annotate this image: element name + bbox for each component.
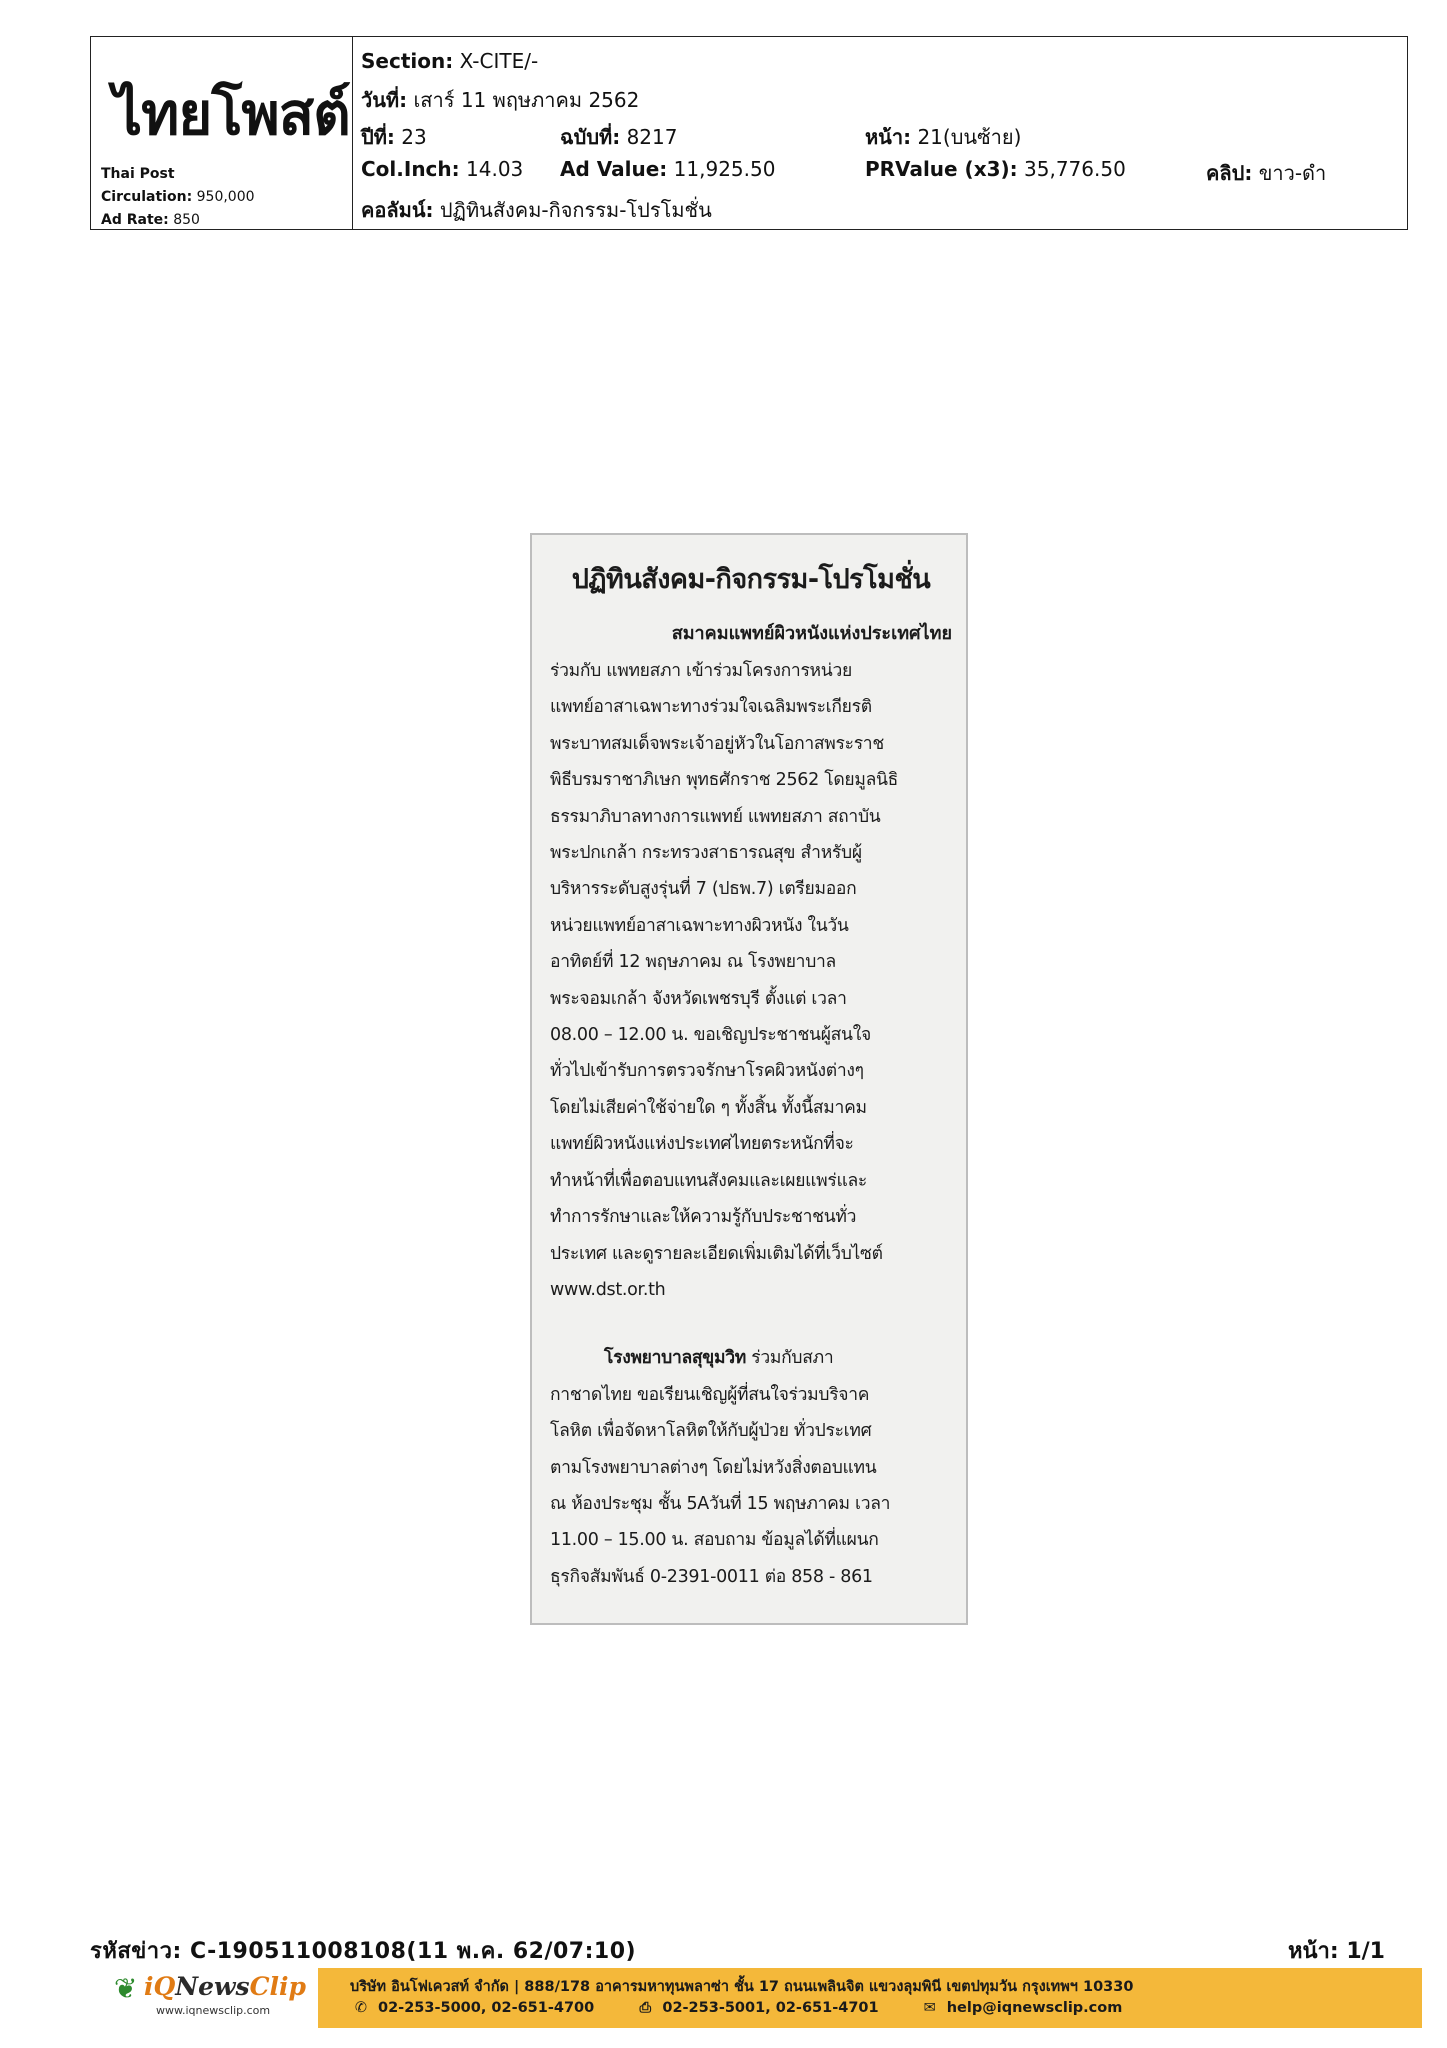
article-subtitle: สมาคมแพทย์ผิวหนังแห่งประเทศไทย <box>671 623 952 644</box>
paragraph-line: ทั่วไปเข้ารับการตรวจรักษาโรคผิวหนังต่างๆ <box>550 1061 864 1082</box>
paragraph-line: ธุรกิจสัมพันธ์ 0-2391-0011 ต่อ 858 - 861 <box>550 1566 873 1587</box>
phone-icon: ✆ <box>354 2000 368 2016</box>
clip-type-label: คลิป: <box>1206 161 1253 185</box>
paragraph-line: หน่วยแพทย์อาสาเฉพาะทางผิวหนัง ในวัน <box>550 915 849 936</box>
publication-name: Thai Post <box>101 166 175 182</box>
paragraph-line: พิธีบรมราชาภิเษก พุทธศักราช 2562 โดยมูลนิธิ <box>550 770 899 791</box>
year-row <box>361 121 427 153</box>
paragraph-line: ธรรมาภิบาลทางการแพทย์ แพทยสภา สถาบัน <box>550 806 881 827</box>
pr-value-value: 35,776.50 <box>1024 157 1126 181</box>
article-paragraph-1 <box>550 653 952 1308</box>
section-row <box>361 49 538 73</box>
publication-info <box>101 163 255 232</box>
paragraph-line: ทำหน้าที่เพื่อตอบแทนสังคมและเผยแพร่และ <box>550 1170 867 1191</box>
paragraph-line: www.dst.or.th <box>550 1279 666 1300</box>
phone-numbers: 02-253-5000, 02-651-4700 <box>378 2000 595 2016</box>
column-value: ปฏิทินสังคม-กิจกรรม-โปรโมชั่น <box>439 198 712 222</box>
paragraph-lead-rest: ร่วมกับสภา <box>745 1348 834 1369</box>
paragraph-line: ณ ห้องประชุม ชั้น 5Aวันที่ 15 พฤษภาคม เวลา <box>550 1493 891 1514</box>
article-paragraph-2 <box>550 1340 952 1595</box>
ad-rate-label: Ad Rate: <box>101 212 169 228</box>
metadata-cell <box>353 37 1407 229</box>
paragraph-line: พระบาทสมเด็จพระเจ้าอยู่หัวในโอกาสพระราช <box>550 733 884 754</box>
paragraph-lead: โรงพยาบาลสุขุมวิท <box>604 1348 746 1369</box>
ad-value-value: 11,925.50 <box>673 157 776 181</box>
column-row <box>361 194 712 226</box>
company-address: บริษัท อินโฟเควสท์ จำกัด | 888/178 อาคารมหาทุนพลาซ่า ชั้น 17 ถนนเพลินจิต แขวงลุมพินี เขตปทุมวัน กรุงเทพฯ 10330 <box>350 1979 1134 1995</box>
news-clipping <box>530 533 968 1625</box>
paragraph-line: โดยไม่เสียค่าใช้จ่ายใด ๆ ทั้งสิ้น ทั้งนี้สมาคม <box>550 1097 867 1118</box>
paragraph-line: ตามโรงพยาบาลต่างๆ โดยไม่หวังสิ่งตอบแทน <box>550 1457 877 1478</box>
pr-value-field <box>865 157 1126 181</box>
iqnewsclip-logo <box>114 1970 307 2020</box>
brand-iq: iQ <box>144 1972 176 2001</box>
issue-label: ฉบับที่: <box>560 125 621 149</box>
date-row <box>361 84 639 116</box>
paragraph-line: โลหิต เพื่อจัดหาโลหิตให้กับผู้ป่วย ทั่วประเทศ <box>550 1421 872 1442</box>
brand-news: News <box>175 1972 250 2001</box>
ad-value-field <box>560 157 775 181</box>
fax-icon: ⎙ <box>639 2000 652 2016</box>
brand-clip: Clip <box>249 1972 307 2001</box>
colinch-row <box>361 157 523 181</box>
column-label: คอลัมน์: <box>361 198 434 222</box>
paragraph-line <box>550 1340 952 1376</box>
paragraph-line: ทำการรักษาและให้ความรู้กับประชาชนทั่ว <box>550 1207 857 1228</box>
contact-bar <box>318 1968 1422 2028</box>
paragraph-line: 08.00 – 12.00 น. ขอเชิญประชาชนผู้สนใจ <box>550 1025 871 1046</box>
issue-value: 8217 <box>626 125 678 149</box>
paragraph-line: พระปกเกล้า กระทรวงสาธารณสุข สำหรับผู้ <box>550 843 862 864</box>
leaf-icon: ❦ <box>114 1972 138 2005</box>
publication-cell <box>91 37 353 229</box>
clip-type-value: ขาว-ดำ <box>1258 161 1327 185</box>
section-label: Section: <box>361 49 454 73</box>
news-code: รหัสข่าว: C-190511008108(11 พ.ค. 62/07:10) <box>90 1939 637 1964</box>
page-label: หน้า: <box>865 125 912 149</box>
ad-rate-value: 850 <box>173 212 200 228</box>
pr-value-label: PRValue (x3): <box>865 157 1018 181</box>
issue-field <box>560 121 677 153</box>
colinch-value: 14.03 <box>466 157 524 181</box>
paragraph-line: บริหารระดับสูงรุ่นที่ 7 (ปธพ.7) เตรียมออก <box>550 879 857 900</box>
circulation-label: Circulation: <box>101 189 193 205</box>
paragraph-line: พระจอมเกล้า จังหวัดเพชรบุรี ตั้งแต่ เวลา <box>550 988 847 1009</box>
email-icon: ✉ <box>923 2000 936 2016</box>
page-value: 21(บนซ้าย) <box>917 125 1022 149</box>
paragraph-line: ประเทศ และดูรายละเอียดเพิ่มเติมได้ที่เว็บไซต์ <box>550 1243 883 1264</box>
year-label: ปีที่: <box>361 125 395 149</box>
paragraph-line: อาทิตย์ที่ 12 พฤษภาคม ณ โรงพยาบาล <box>550 952 836 973</box>
clip-type-field <box>1206 157 1326 189</box>
article-title: ปฏิทินสังคม-กิจกรรม-โปรโมชั่น <box>571 564 931 595</box>
page-count: หน้า: 1/1 <box>1287 1939 1385 1964</box>
brand-url: www.iqnewsclip.com <box>156 2004 271 2017</box>
email-address[interactable]: help@iqnewsclip.com <box>946 2000 1123 2016</box>
year-value: 23 <box>401 125 427 149</box>
publication-logo: ไทยโพสต์ <box>113 80 350 148</box>
paragraph-line: ร่วมกับ แพทยสภา เข้าร่วมโครงการหน่วย <box>550 661 852 681</box>
circulation-value: 950,000 <box>196 189 255 205</box>
paragraph-line: แพทย์อาสาเฉพาะทางร่วมใจเฉลิมพระเกียรติ <box>550 697 872 718</box>
ad-value-label: Ad Value: <box>560 157 668 181</box>
colinch-label: Col.Inch: <box>361 157 460 181</box>
contact-details <box>350 2000 1122 2016</box>
date-label: วันที่: <box>361 88 408 112</box>
section-value: X-CITE/- <box>459 49 539 73</box>
page-field <box>865 121 1021 153</box>
brand-name <box>144 1972 306 2001</box>
clipping-header <box>90 36 1408 230</box>
paragraph-line: 11.00 – 15.00 น. สอบถาม ข้อมูลได้ที่แผนก <box>550 1530 879 1551</box>
date-value: เสาร์ 11 พฤษภาคม 2562 <box>413 88 640 112</box>
fax-numbers: 02-253-5001, 02-651-4701 <box>662 2000 879 2016</box>
paragraph-line: แพทย์ผิวหนังแห่งประเทศไทยตระหนักที่จะ <box>550 1134 854 1155</box>
paragraph-line: กาชาดไทย ขอเรียนเชิญผู้ที่สนใจร่วมบริจาค <box>550 1384 870 1405</box>
